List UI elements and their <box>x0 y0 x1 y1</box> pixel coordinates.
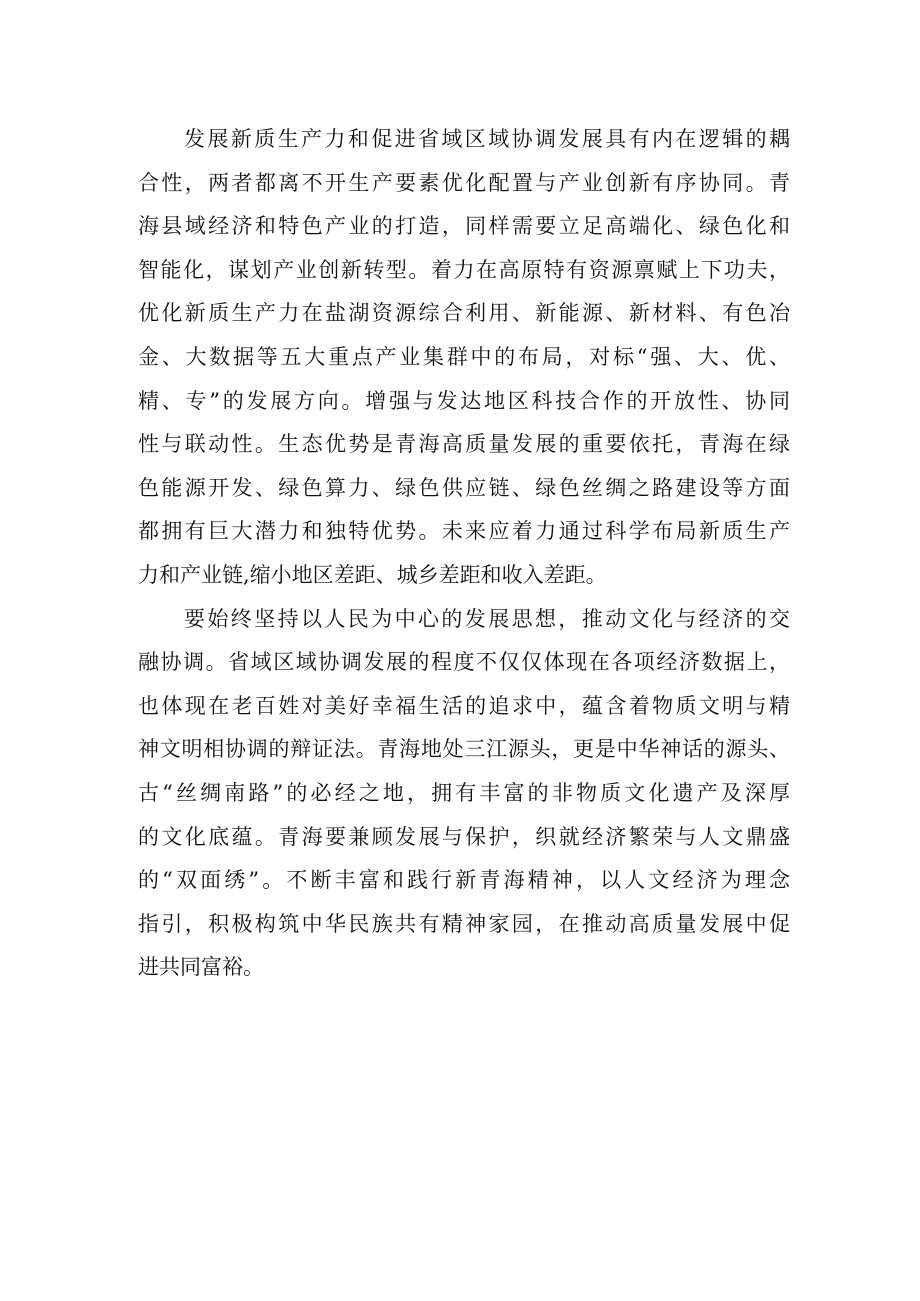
text-line: 也体现在老百姓对美好幸福生活的追求中，蕴含着物质文明与精 <box>138 693 790 718</box>
text-line: 智能化，谋划产业创新转型。着力在高原特有资源禀赋上下功夫， <box>138 257 790 282</box>
text-line: 海县域经济和特色产业的打造，同样需要立足高端化、绿色化和 <box>138 214 790 239</box>
text-line: 合性，两者都离不开生产要素优化配置与产业创新有序协同。青 <box>138 170 790 195</box>
text-line: 发展新质生产力和促进省域区域协调发展具有内在逻辑的耦 <box>184 127 790 151</box>
text-line: 金、大数据等五大重点产业集群中的布局，对标“强、大、优、 <box>138 344 790 369</box>
text-line: 优化新质生产力在盐湖资源综合利用、新能源、新材料、有色冶 <box>138 301 790 326</box>
text-line: 都拥有巨大潜力和独特优势。未来应着力通过科学布局新质生产 <box>138 519 790 544</box>
text-line: 进共同富裕。 <box>138 955 264 980</box>
text-line: 指引，积极构筑中华民族共有精神家园，在推动高质量发展中促 <box>138 911 790 936</box>
text-line: 性与联动性。生态优势是青海高质量发展的重要依托，青海在绿 <box>138 432 790 457</box>
text-line: 神文明相协调的辩证法。青海地处三江源头，更是中华神话的源头、 <box>138 737 790 762</box>
text-line: 古“丝绸南路”的必经之地，拥有丰富的非物质文化遗产及深厚 <box>138 780 790 805</box>
text-line: 色能源开发、绿色算力、绿色供应链、绿色丝绸之路建设等方面 <box>138 475 790 500</box>
text-line: 要始终坚持以人民为中心的发展思想，推动文化与经济的交 <box>184 606 790 631</box>
text-line: 精、专”的发展方向。增强与发达地区科技合作的开放性、协同 <box>138 388 790 413</box>
text-line: 力和产业链,缩小地区差距、城乡差距和收入差距。 <box>138 562 607 587</box>
text-line: 的“双面绣”。不断丰富和践行新青海精神，以人文经济为理念 <box>138 868 790 893</box>
paragraph-2 <box>138 598 790 990</box>
document-body <box>138 118 790 990</box>
text-line: 融协调。省域区域协调发展的程度不仅仅体现在各项经济数据上， <box>138 650 790 675</box>
paragraph-1 <box>138 118 790 598</box>
text-line: 的文化底蕴。青海要兼顾发展与保护，织就经济繁荣与人文鼎盛 <box>138 824 790 849</box>
